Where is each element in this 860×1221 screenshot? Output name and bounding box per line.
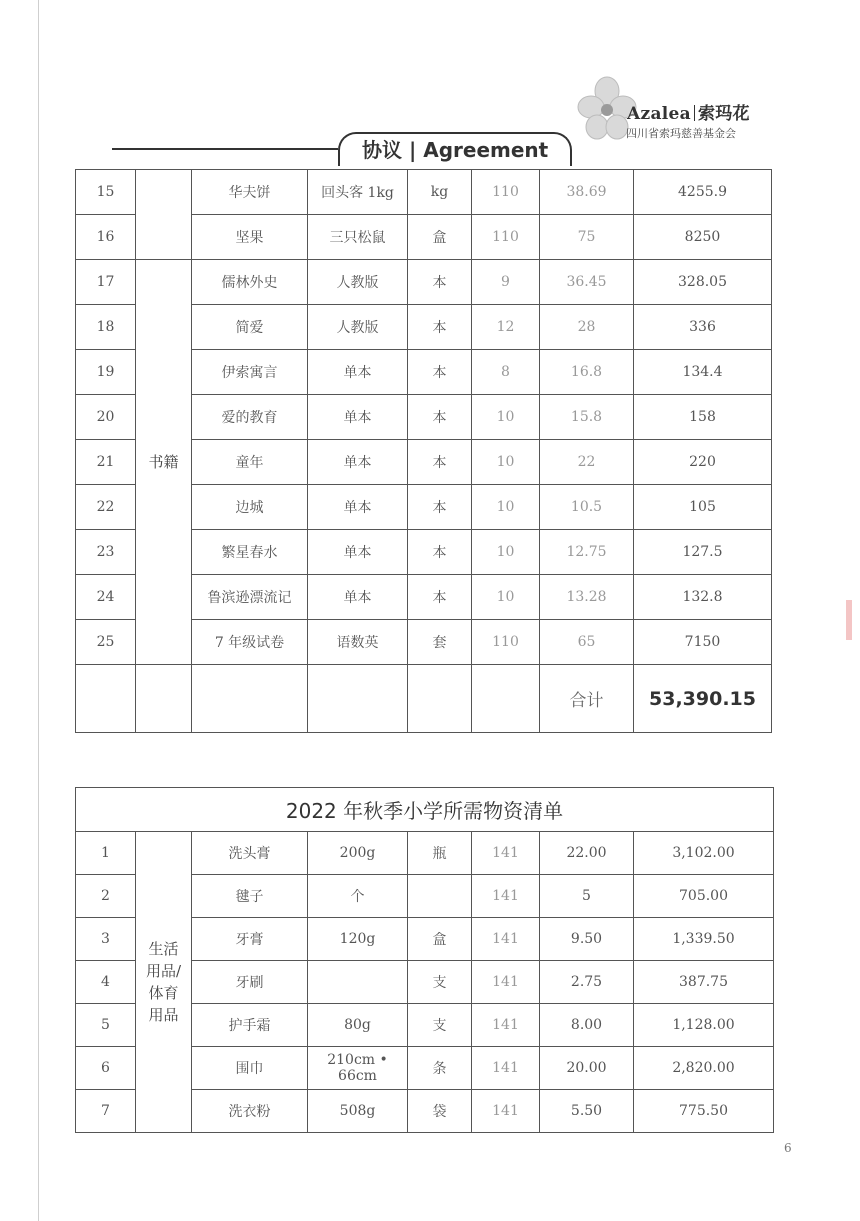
row-number: 3 [76,918,136,961]
item-quantity: 141 [472,1090,540,1133]
row-number: 23 [76,530,136,575]
item-unit: 本 [408,575,472,620]
unit-price: 9.50 [540,918,634,961]
azalea-logo [575,75,775,155]
item-unit: 本 [408,530,472,575]
category-line: 生活 [148,940,179,958]
item-spec: 210cm • 66cm [308,1047,408,1090]
agreement-header [112,130,572,166]
brand-divider [694,105,695,121]
line-total: 775.50 [634,1090,774,1133]
item-quantity: 110 [472,170,540,215]
item-name: 伊索寓言 [192,350,308,395]
table-row [76,170,772,215]
category-line: 体育 [148,984,179,1002]
item-spec [308,961,408,1004]
brand-name [627,99,750,124]
row-number: 20 [76,395,136,440]
empty-cell [76,665,136,733]
unit-price: 22.00 [540,832,634,875]
line-total: 705.00 [634,875,774,918]
table-row [76,260,772,305]
item-name: 坚果 [192,215,308,260]
item-quantity: 110 [472,215,540,260]
empty-cell [136,665,192,733]
table-title-row [76,788,774,832]
stamp-fragment [846,600,852,640]
item-quantity: 110 [472,620,540,665]
row-number: 21 [76,440,136,485]
item-name: 围巾 [192,1047,308,1090]
item-unit: 支 [408,961,472,1004]
item-spec: 200g [308,832,408,875]
line-total: 105 [634,485,772,530]
row-number: 7 [76,1090,136,1133]
unit-price: 20.00 [540,1047,634,1090]
unit-price: 12.75 [540,530,634,575]
section-label: 协议 | Agreement [362,138,549,162]
item-name: 儒林外史 [192,260,308,305]
organization-name: 四川省索玛慈善基金会 [626,127,736,140]
item-quantity: 141 [472,918,540,961]
item-spec: 回头客 1kg [308,170,408,215]
item-quantity: 12 [472,305,540,350]
item-quantity: 141 [472,875,540,918]
item-quantity: 10 [472,395,540,440]
unit-price: 5.50 [540,1090,634,1133]
item-spec: 单本 [308,440,408,485]
row-number: 17 [76,260,136,305]
items-table-continued [75,169,772,733]
unit-price: 10.5 [540,485,634,530]
item-name: 牙膏 [192,918,308,961]
item-spec: 人教版 [308,305,408,350]
category-line: 用品 [148,1006,179,1024]
item-unit: 本 [408,440,472,485]
line-total: 7150 [634,620,772,665]
empty-cell [408,665,472,733]
unit-price: 13.28 [540,575,634,620]
item-name: 简爱 [192,305,308,350]
item-unit: 盒 [408,918,472,961]
row-number: 15 [76,170,136,215]
item-unit: 套 [408,620,472,665]
item-quantity: 141 [472,832,540,875]
unit-price: 38.69 [540,170,634,215]
line-total: 387.75 [634,961,774,1004]
line-total: 2,820.00 [634,1047,774,1090]
item-name: 7 年级试卷 [192,620,308,665]
line-total: 132.8 [634,575,772,620]
unit-price: 36.45 [540,260,634,305]
item-name: 边城 [192,485,308,530]
item-name: 鲁滨逊漂流记 [192,575,308,620]
item-unit: 本 [408,350,472,395]
item-spec: 单本 [308,530,408,575]
item-quantity: 10 [472,530,540,575]
item-spec: 个 [308,875,408,918]
item-name: 爱的教育 [192,395,308,440]
item-name: 童年 [192,440,308,485]
unit-price: 28 [540,305,634,350]
empty-cell [308,665,408,733]
item-spec: 单本 [308,485,408,530]
item-unit [408,875,472,918]
item-name: 洗头膏 [192,832,308,875]
item-quantity: 141 [472,1004,540,1047]
item-name: 繁星春水 [192,530,308,575]
unit-price: 5 [540,875,634,918]
brand-cn: 索玛花 [697,104,750,124]
item-unit: 本 [408,485,472,530]
table-title: 2022 年秋季小学所需物资清单 [76,788,774,832]
category-cell-empty [136,170,192,260]
header-rule [112,148,338,150]
line-total: 134.4 [634,350,772,395]
line-total: 3,102.00 [634,832,774,875]
item-quantity: 10 [472,485,540,530]
item-unit: kg [408,170,472,215]
item-unit: 本 [408,260,472,305]
total-row [76,665,772,733]
empty-cell [192,665,308,733]
item-quantity: 10 [472,440,540,485]
row-number: 18 [76,305,136,350]
page-number: 6 [784,1141,792,1155]
unit-price: 22 [540,440,634,485]
line-total: 336 [634,305,772,350]
item-quantity: 10 [472,575,540,620]
item-unit: 支 [408,1004,472,1047]
item-name: 护手霜 [192,1004,308,1047]
unit-price: 65 [540,620,634,665]
item-name: 华夫饼 [192,170,308,215]
unit-price: 75 [540,215,634,260]
item-quantity: 8 [472,350,540,395]
item-name: 牙刷 [192,961,308,1004]
item-spec: 80g [308,1004,408,1047]
item-unit: 本 [408,395,472,440]
row-number: 19 [76,350,136,395]
brand-en: Azalea [627,104,691,124]
row-number: 22 [76,485,136,530]
line-total: 328.05 [634,260,772,305]
line-total: 220 [634,440,772,485]
item-spec: 语数英 [308,620,408,665]
row-number: 6 [76,1047,136,1090]
item-quantity: 9 [472,260,540,305]
line-total: 127.5 [634,530,772,575]
unit-price: 16.8 [540,350,634,395]
row-number: 4 [76,961,136,1004]
unit-price: 8.00 [540,1004,634,1047]
sum-value: 53,390.15 [634,665,772,733]
line-total: 8250 [634,215,772,260]
item-quantity: 141 [472,1047,540,1090]
line-total: 1,339.50 [634,918,774,961]
item-unit: 瓶 [408,832,472,875]
item-spec: 单本 [308,395,408,440]
item-name: 毽子 [192,875,308,918]
item-unit: 本 [408,305,472,350]
item-spec: 人教版 [308,260,408,305]
empty-cell [472,665,540,733]
row-number: 16 [76,215,136,260]
unit-price: 15.8 [540,395,634,440]
row-number: 2 [76,875,136,918]
line-total: 1,128.00 [634,1004,774,1047]
item-unit: 袋 [408,1090,472,1133]
row-number: 1 [76,832,136,875]
page-edge-line [38,0,39,1221]
item-unit: 盒 [408,215,472,260]
item-spec: 单本 [308,575,408,620]
item-spec: 三只松鼠 [308,215,408,260]
autumn-supplies-table [75,787,774,1133]
item-spec: 120g [308,918,408,961]
item-spec: 单本 [308,350,408,395]
row-number: 25 [76,620,136,665]
table-row [76,832,774,875]
row-number: 5 [76,1004,136,1047]
category-daily-sports [136,832,192,1133]
unit-price: 2.75 [540,961,634,1004]
row-number: 24 [76,575,136,620]
line-total: 158 [634,395,772,440]
category-line: 用品/ [145,962,182,980]
category-books: 书籍 [136,260,192,665]
item-spec: 508g [308,1090,408,1133]
item-name: 洗衣粉 [192,1090,308,1133]
item-quantity: 141 [472,961,540,1004]
item-unit: 条 [408,1047,472,1090]
line-total: 4255.9 [634,170,772,215]
sum-label: 合计 [540,665,634,733]
